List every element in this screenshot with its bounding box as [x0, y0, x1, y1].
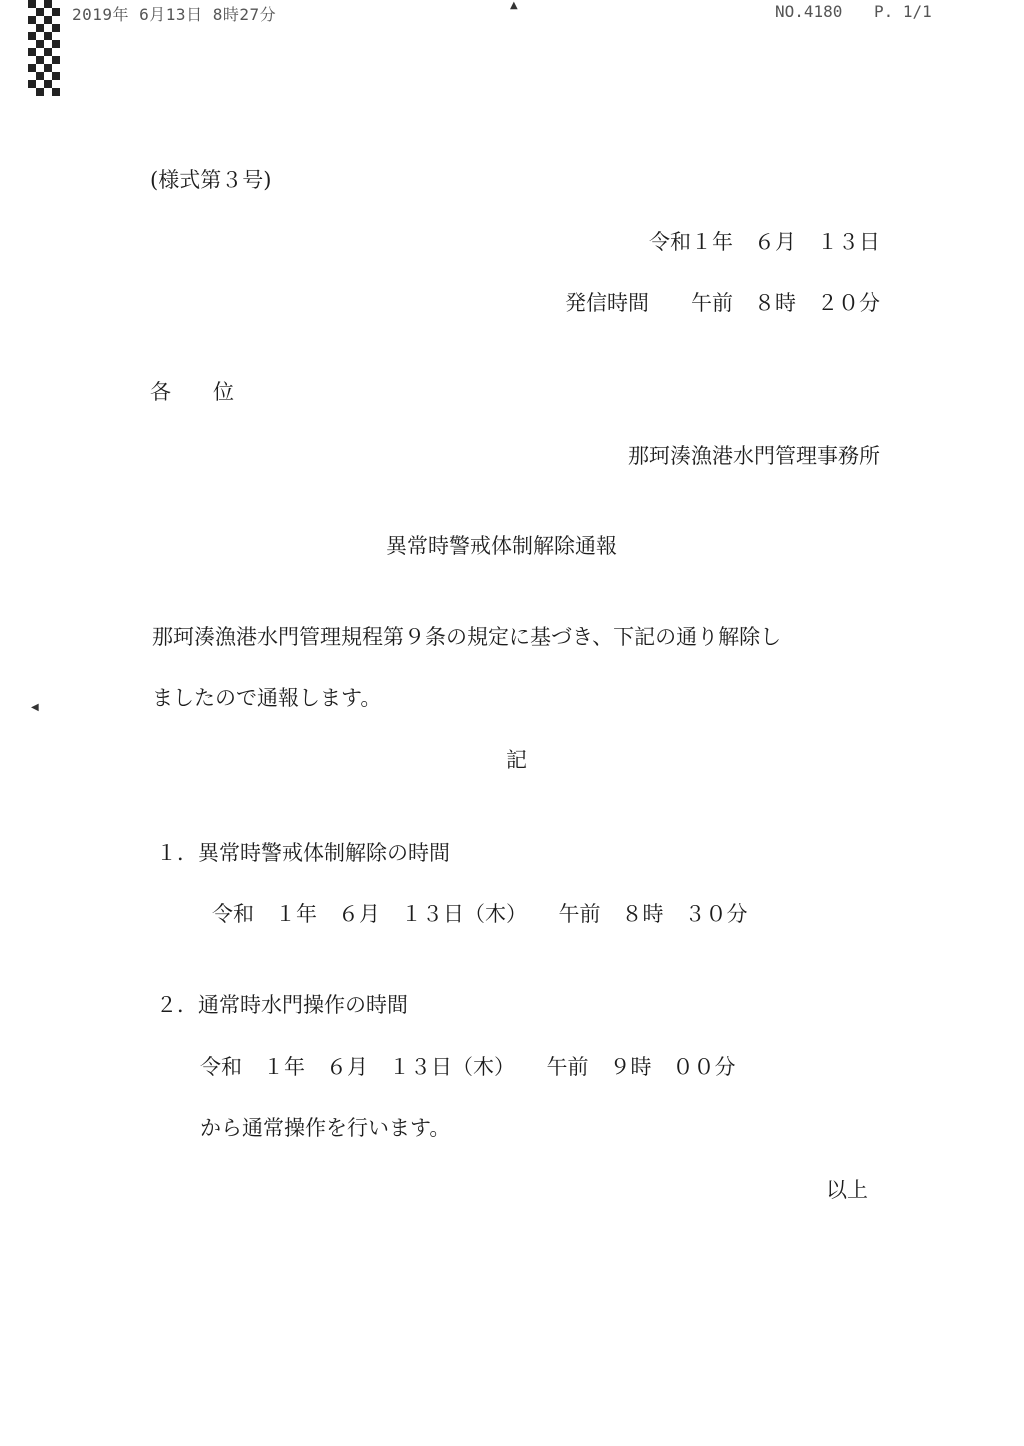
issue-date: 令和１年 ６月 １３日 [649, 230, 880, 254]
fax-page-count: P. 1/1 [874, 2, 932, 21]
fax-number: NO.4180 [775, 2, 843, 21]
scan-marker-top: ▲ [510, 0, 518, 11]
body-line-2: ましたので通報します。 [152, 686, 382, 710]
form-label: (様式第３号) [150, 168, 272, 192]
sender-office: 那珂湊漁港水門管理事務所 [628, 444, 880, 468]
fax-checker-pattern [28, 0, 60, 96]
document-title: 異常時警戒体制解除通報 [386, 534, 617, 558]
ki-marker: 記 [506, 748, 527, 772]
scan-marker-left: ◀ [31, 702, 39, 713]
item-2-heading: ２．通常時水門操作の時間 [156, 993, 408, 1017]
addressee: 各 位 [150, 380, 234, 404]
closing-mark: 以上 [826, 1178, 868, 1202]
item-2-note: から通常操作を行います。 [200, 1116, 451, 1140]
item-2-datetime: 令和 １年 ６月 １３日（木） 午前 ９時 ００分 [200, 1055, 736, 1079]
item-1-datetime: 令和 １年 ６月 １３日（木） 午前 ８時 ３０分 [212, 902, 748, 926]
fax-timestamp: 2019年 6月13日 8時27分 [72, 5, 277, 24]
send-time: 発信時間 午前 ８時 ２０分 [565, 291, 880, 315]
body-line-1: 那珂湊漁港水門管理規程第９条の規定に基づき、下記の通り解除し [152, 625, 782, 649]
item-1-heading: １．異常時警戒体制解除の時間 [156, 841, 450, 865]
